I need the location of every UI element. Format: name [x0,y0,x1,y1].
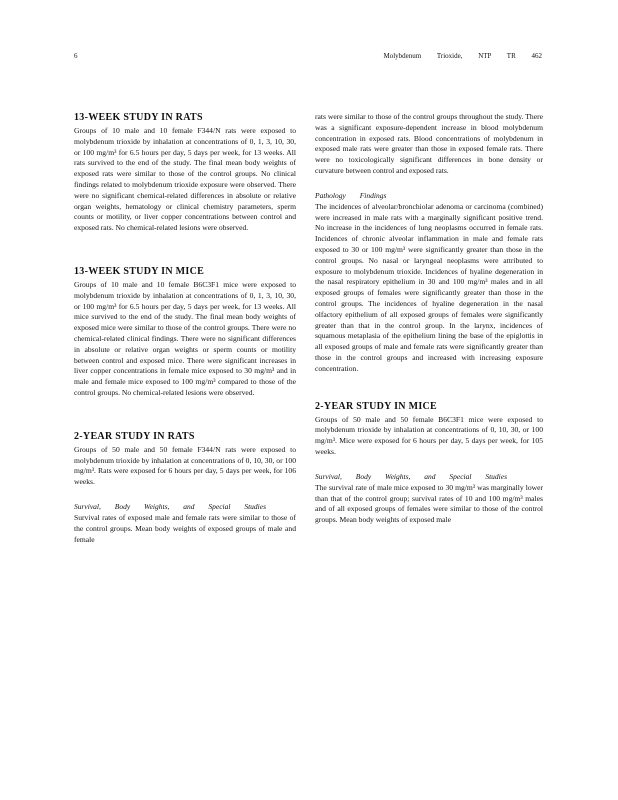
section-2yr-rats [74,431,296,488]
section-13wk-mice [74,266,296,399]
subsection-survival-rats [74,502,296,545]
section-text: rats were similar to those of the control groups throughout the study. There was a significant exposure-dependent increase in blood molybdenum concentration in exposed rats. Blood concentrations of molybdenum in exposed male rats were greater than those in exposed female rats. There were no toxicologically significant differences in bone density or curvature between control and exposed rats. [315,112,543,175]
section-text: Groups of 50 male and 50 female B6C3F1 mice were exposed to molybdenum trioxide by inhalation at concentrations of 0, 10, 30, or 100 mg/m³. Mice were exposed for 6 hours per day, 5 days per week, for 105 weeks. [315,414,543,456]
page-number: 6 [74,52,78,60]
left-column [74,112,296,545]
section-heading: 2-YEAR STUDY IN MICE [315,400,438,412]
section-heading: 13-WEEK STUDY IN RATS [74,112,203,123]
section-13wk-rats [74,112,296,234]
subsection-text: The incidences of alveolar/bronchiolar adenoma or carcinoma (combined) were increased in male rats with a marginally significant positive trend. No increase in the incidences of lung neoplasms occurred in female rats. Incidences of chronic alveolar inflammation in male and female rats exposed to 30 or 100 mg/m³ were significantly greater than those in the control groups. No nasal or laryngeal neoplasms were attributed to exposure to molybdenum trioxide. Incidences of hyaline degeneration in the nasal respiratory epithelium in 30 and 100 mg/m³ males and in all exposed groups of females were significantly greater than those in the control groups. The incidences of hyaline degeneration in the nasal olfactory epithelium of all exposed groups of females were significantly greater than that in the control group. In the larynx, incidences of squamous metaplasia of the epithelium lining the base of the epiglottis in all exposed groups of male and female rats were significantly greater than those in the control groups and increased with increasing exposure concentration. [315,201,543,373]
subsection-text: Survival rates of exposed male and female rats were similar to those of the control groups. Mean body weights of exposed groups of male and female [74,512,296,544]
subsection-pathology [315,191,543,375]
section-text: Groups of 50 male and 50 female F344/N rats were exposed to molybdenum trioxide by inhalation at concentrations of 0, 10, 30, or 100 mg/m³. Rats were exposed for 6 hours per day, 5 days per week, for 106 weeks. [74,444,296,487]
subsection-heading: Survival, Body Weights, and Special Studies [315,471,507,481]
running-head: Molybdenum Trioxide, NTP TR 462 [383,52,542,60]
section-2yr-mice [315,401,543,458]
section-text: Groups of 10 male and 10 female B6C3F1 mice were exposed to molybdenum trioxide by inhalation at concentrations of 0, 1, 3, 10, 30, or 100 mg/m³ for 6.5 hours per day, 5 days per week, for 13 weeks. All mice survived to the end of the study. The final mean body weights of exposed mice were similar to those of the control groups. There were no chemical-related clinical findings. There were no significant differences in absolute or relative organ weights or sperm counts or motility between control and exposed mice. There were significant increases in liver copper concentrations in female mice exposed to 30 mg/m³ and in male and female mice exposed to 100 mg/m³ compared to those of the control groups. No chemical-related lesions were observed. [74,279,296,397]
subsection-survival-mice [315,472,543,526]
section-heading: 13-WEEK STUDY IN MICE [74,265,205,277]
section-text: Groups of 10 male and 10 female F344/N rats were exposed to molybdenum trioxide by inhalation at concentrations of 0, 1, 3, 10, 30, or 100 mg/m³ for 6.5 hours per day, 5 days per week, for 13 weeks. All rats survived to the end of the study. The final mean body weights of exposed rats were similar to those of the control groups. No clinical findings related to molybdenum trioxide exposure were observed. There were no significant chemical-related differences in absolute or relative organ weights, hematology or clinical chemistry parameters, sperm counts or motility, or liver copper concentrations between control and exposed rats. No chemical-related lesions were observed. [74,126,296,233]
subsection-text: The survival rate of male mice exposed to 30 mg/m³ was marginally lower than that of the control group; survival rates of 10 and 100 mg/m³ males and of all exposed groups of females were similar to those of the control groups. Mean body weights of exposed male [315,482,543,525]
survival-rats-continued [315,112,543,177]
right-column [315,112,543,526]
section-heading: 2-YEAR STUDY IN RATS [74,430,195,442]
subsection-heading: Pathology Findings [315,190,387,200]
subsection-heading: Survival, Body Weights, and Special Studies [74,501,266,511]
